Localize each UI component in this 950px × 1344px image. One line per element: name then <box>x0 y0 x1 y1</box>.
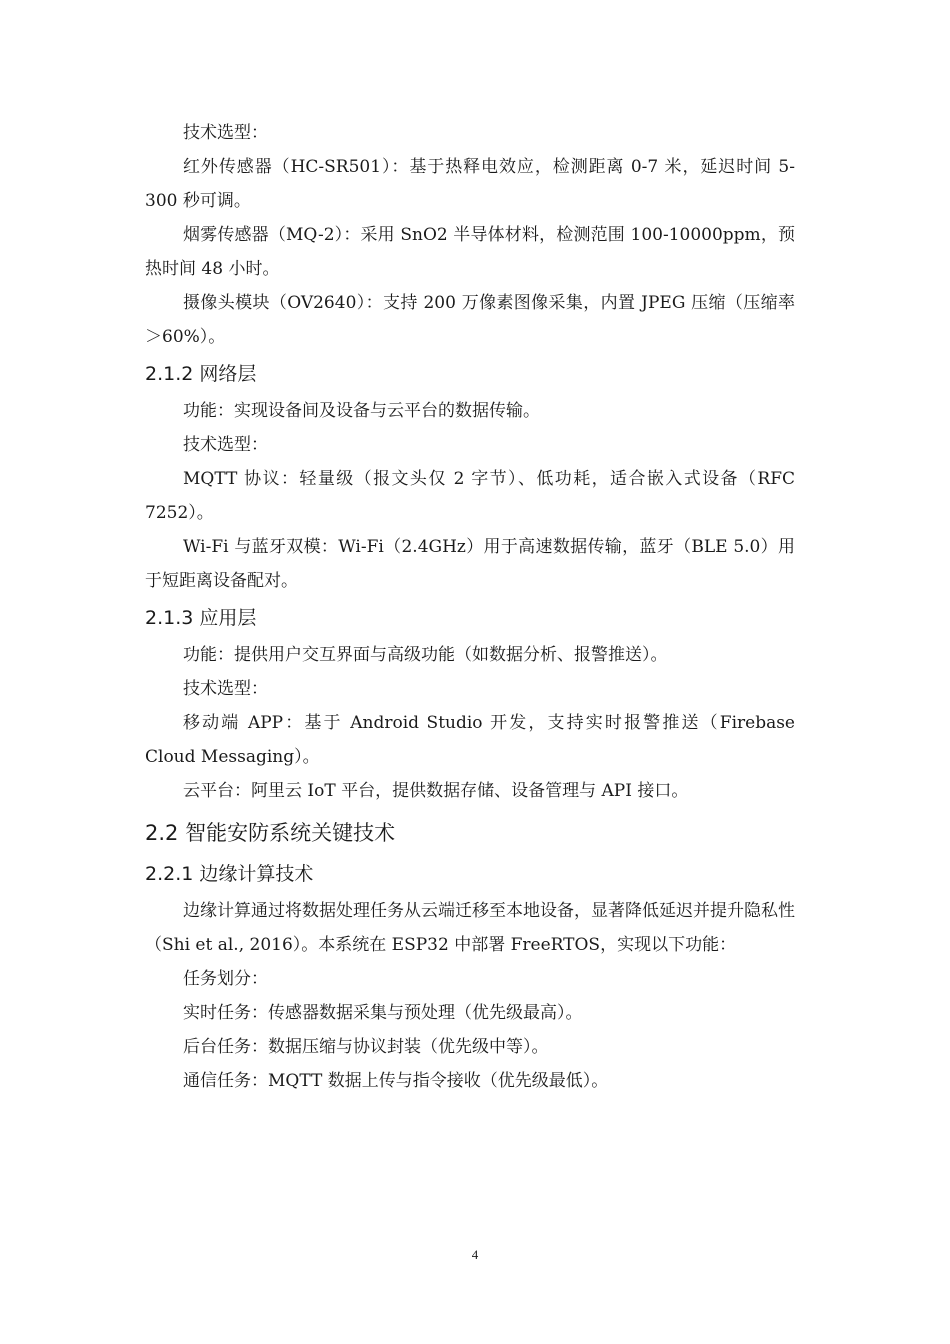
realtime-task-paragraph: 实时任务：传感器数据采集与预处理（优先级最高）。 <box>183 1003 583 1023</box>
application-tech-label: 技术选型： <box>183 679 268 699</box>
mobile-app-paragraph: 移动端 APP：基于 Android Studio 开发，支持实时报警推送（Firebase Cloud Messaging）。 <box>145 713 795 767</box>
mqtt-paragraph: MQTT 协议：轻量级（报文头仅 2 字节）、低功耗，适合嵌入式设备（RFC 7252）。 <box>145 469 795 523</box>
network-function-paragraph: 功能：实现设备间及设备与云平台的数据传输。 <box>183 401 540 421</box>
network-tech-label: 技术选型： <box>183 435 268 455</box>
heading-edge-computing: 2.2.1 边缘计算技术 <box>145 863 314 885</box>
heading-application-layer: 2.1.3 应用层 <box>145 607 257 629</box>
pir-sensor-paragraph: 红外传感器（HC-SR501）：基于热释电效应，检测距离 0-7 米，延迟时间 5-300 秒可调。 <box>145 157 795 211</box>
task-division-label: 任务划分： <box>183 969 268 989</box>
communication-task-paragraph: 通信任务：MQTT 数据上传与指令接收（优先级最低）。 <box>183 1071 609 1091</box>
edge-computing-intro: 边缘计算通过将数据处理任务从云端迁移至本地设备，显著降低延迟并提升隐私性（Shi et al., 2016）。本系统在 ESP32 中部署 FreeRTOS，实现以下功能： <box>145 901 795 955</box>
background-task-paragraph: 后台任务：数据压缩与协议封装（优先级中等）。 <box>183 1037 549 1057</box>
smoke-sensor-paragraph: 烟雾传感器（MQ-2）：采用 SnO2 半导体材料，检测范围 100-10000ppm，预热时间 48 小时。 <box>145 225 795 279</box>
application-function-paragraph: 功能：提供用户交互界面与高级功能（如数据分析、报警推送）。 <box>183 645 668 665</box>
wifi-ble-paragraph: Wi-Fi 与蓝牙双模：Wi-Fi（2.4GHz）用于高速数据传输，蓝牙（BLE 5.0）用于短距离设备配对。 <box>145 537 795 591</box>
page-content <box>145 116 795 1098</box>
cloud-platform-paragraph: 云平台：阿里云 IoT 平台，提供数据存储、设备管理与 API 接口。 <box>183 781 689 801</box>
tech-selection-label: 技术选型： <box>183 123 268 143</box>
heading-network-layer: 2.1.2 网络层 <box>145 363 257 385</box>
camera-module-paragraph: 摄像头模块（OV2640）：支持 200 万像素图像采集，内置 JPEG 压缩（压缩率＞60%）。 <box>145 293 795 347</box>
page-number: 4 <box>471 1247 479 1262</box>
heading-key-technologies: 2.2 智能安防系统关键技术 <box>145 821 396 845</box>
